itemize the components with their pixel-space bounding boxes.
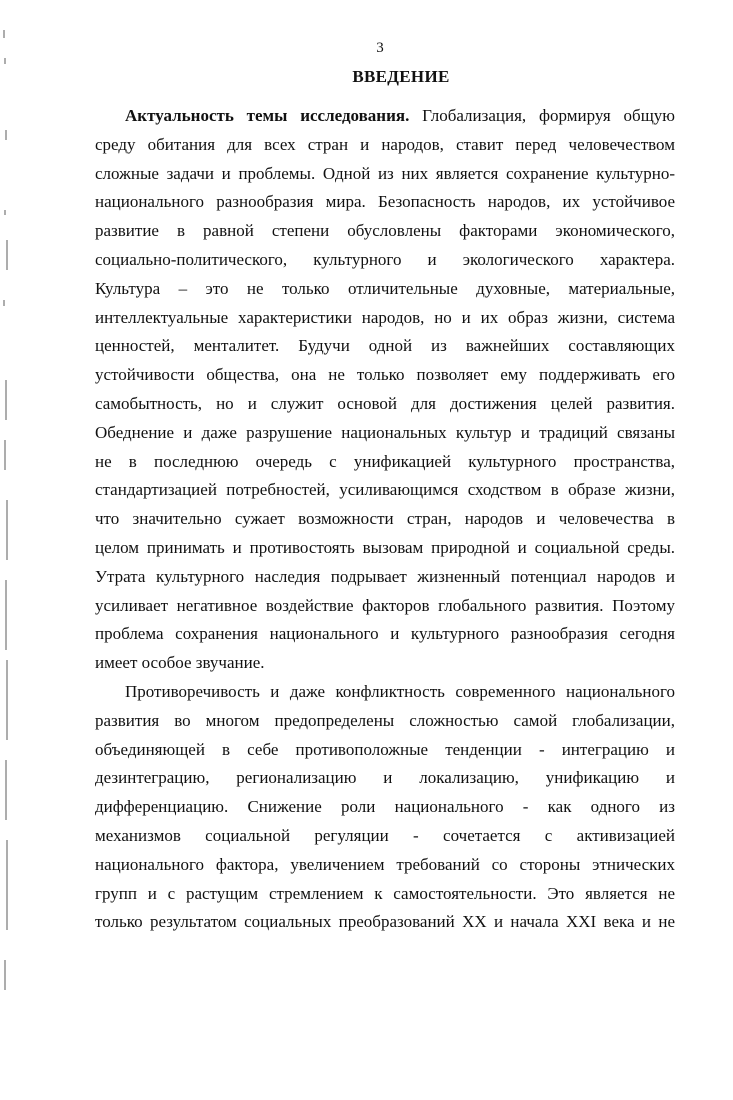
- paragraph-line: Обеднение и даже разрушение национальных культур и традиций связаны: [95, 422, 675, 442]
- scan-mark: [6, 500, 8, 560]
- scan-binding-edge: [0, 0, 14, 1100]
- scan-mark: [6, 660, 8, 740]
- paragraph-line: Противоречивость и даже конфликтность современного национального: [125, 682, 675, 701]
- scan-mark: [4, 960, 6, 990]
- paragraph-line: национального фактора, увеличением требований со стороны этнических: [95, 854, 675, 874]
- scan-mark: [5, 380, 7, 420]
- paragraph-line: проблема сохранения национального и культурного разнообразия сегодня: [95, 624, 675, 644]
- paragraph-line: стандартизацией потребностей, усиливающимся сходством в образе жизни,: [95, 480, 675, 500]
- paragraph-line: национального разнообразия мира. Безопасность народов, их устойчивое: [95, 192, 675, 212]
- paragraph-line: самобытность, но и служит основой для достижения целей развития.: [95, 394, 675, 413]
- paragraph-line: устойчивости общества, она не только позволяет ему поддерживать его: [95, 365, 675, 385]
- paragraph-line: Утрата культурного наследия подрывает жизненный потенциал народов и: [95, 566, 675, 586]
- scan-mark: [6, 840, 8, 930]
- paragraph-line: дезинтеграцию, регионализацию и локализацию, унификацию и: [95, 768, 675, 788]
- paragraph-line: что значительно сужает возможности стран, народов и человечества в: [95, 509, 675, 529]
- paragraph-line: не в последнюю очередь с унификацией культурного пространства,: [95, 451, 675, 471]
- paragraph-line: развития во многом предопределены сложностью самой глобализации,: [95, 710, 675, 730]
- paragraph-line: дифференциацию. Снижение роли национального - как одного из: [95, 797, 675, 817]
- paragraph-line: только результатом социальных преобразований XX и начала XXI века и не: [95, 912, 675, 932]
- paragraph-line: имеет особое звучание.: [95, 653, 265, 673]
- paragraph-line: сложные задачи и проблемы. Одной из них является сохранение культурно-: [95, 163, 675, 183]
- paragraph-line: среду обитания для всех стран и народов, ставит перед человечеством: [95, 134, 675, 154]
- paragraph-line: объединяющей в себе противоположные тенденции - интеграцию и: [95, 739, 675, 759]
- section-heading: ВВЕДЕНИЕ: [352, 67, 450, 86]
- paragraph-line: Культура – это не только отличительные духовные, материальные,: [95, 278, 675, 298]
- paragraph-line: развитие в равной степени обусловлены факторами экономического,: [95, 221, 675, 241]
- paragraph-line: групп и с растущим стремлением к самостоятельности. Это является не: [95, 883, 675, 903]
- paragraph-line: целом принимать и противостоять вызовам природной и социальной среды.: [95, 538, 675, 557]
- scan-mark: [4, 210, 6, 215]
- paragraph-line: интеллектуальные характеристики народов, но и их образ жизни, система: [95, 307, 675, 327]
- scan-mark: [3, 30, 5, 38]
- scan-mark: [5, 760, 7, 820]
- scan-mark: [4, 58, 6, 64]
- scan-mark: [6, 240, 8, 270]
- paragraph-line-text: Глобализация, формируя общую: [422, 106, 675, 125]
- page-number: 3: [376, 40, 384, 56]
- scan-mark: [4, 440, 6, 470]
- scan-mark: [3, 300, 5, 306]
- paragraph-line: усиливает негативное воздействие факторов глобального развития. Поэтому: [95, 595, 675, 615]
- paragraph-line: социально-политического, культурного и экологического характера.: [95, 250, 675, 269]
- paragraph-line: [125, 102, 675, 130]
- paragraph-line: механизмов социальной регуляции - сочетается с активизацией: [95, 826, 675, 845]
- scan-mark: [5, 580, 7, 650]
- run-in-heading: Актуальность темы исследования.: [125, 106, 410, 125]
- scan-mark: [5, 130, 7, 140]
- paragraph-line: ценностей, менталитет. Будучи одной из важнейших составляющих: [95, 336, 675, 356]
